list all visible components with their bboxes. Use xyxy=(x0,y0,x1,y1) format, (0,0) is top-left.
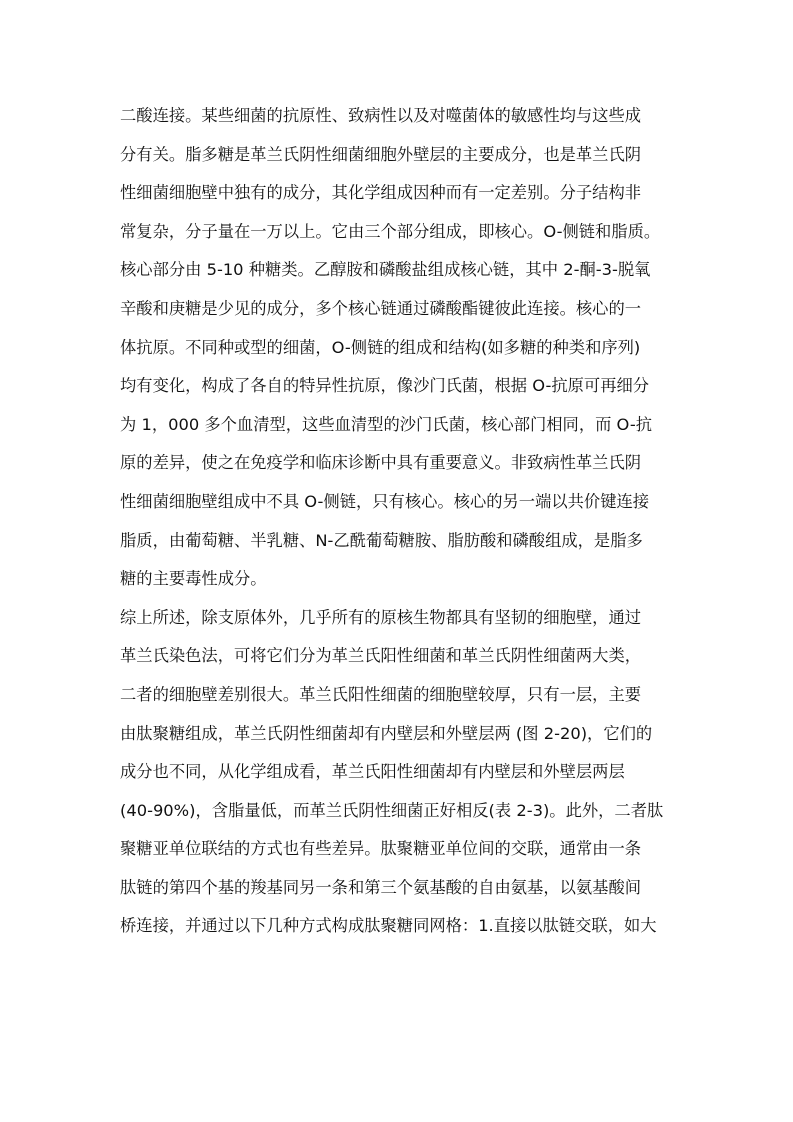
text-line: (40-90%)，含脂量低，而革兰氏阴性细菌正好相反(表 2-3)。此外，二者肽 xyxy=(120,800,664,820)
text-line: 桥连接，并通过以下几种方式构成肽聚糖同网格：1.直接以肽链交联，如大 xyxy=(120,916,657,936)
text-line: 二酸连接。某些细菌的抗原性、致病性以及对噬菌体的敏感性均与这些成 xyxy=(120,106,642,125)
text-line: 均有变化，构成了各自的特异性抗原，像沙门氏菌，根据 O-抗原可再细分 xyxy=(120,376,650,396)
text-line: 原的差异，使之在免疫学和临床诊断中具有重要意义。非致病性革兰氏阴 xyxy=(120,453,642,473)
text-line: 成分也不同，从化学组成看，革兰氏阳性细菌却有内壁层和外壁层两层 xyxy=(120,762,625,782)
text-line: 脂质，由葡萄糖、半乳糖、N-乙酰葡萄糖胺、脂肪酸和磷酸组成，是脂多 xyxy=(120,530,643,550)
text-line: 糖的主要毒性成分。 xyxy=(120,569,267,589)
body-text xyxy=(120,97,680,946)
text-line: 分有关。脂多糖是革兰氏阴性细菌细胞外壁层的主要成分，也是革兰氏阴 xyxy=(120,144,642,164)
text-line: 二者的细胞壁差别很大。革兰氏阳性细菌的细胞壁较厚，只有一层，主要 xyxy=(120,684,642,704)
text-line: 核心部分由 5-10 种糖类。乙醇胺和磷酸盐组成核心链，其中 2-酮-3-脱氧 xyxy=(120,260,651,280)
text-line: 由肽聚糖组成，革兰氏阴性细菌却有内壁层和外壁层两 (图 2-20)，它们的 xyxy=(120,723,653,743)
text-line: 性细菌细胞壁中独有的成分，其化学组成因种而有一定差别。分子结构非 xyxy=(120,183,642,203)
text-line: 综上所述，除支原体外，几乎所有的原核生物都具有坚韧的细胞壁，通过 xyxy=(120,607,642,627)
text-line: 革兰氏染色法，可将它们分为革兰氏阳性细菌和革兰氏阴性细菌两大类， xyxy=(120,646,642,666)
text-line: 体抗原。不同种或型的细菌，O-侧链的组成和结构(如多糖的种类和序列) xyxy=(120,337,641,357)
text-line: 常复杂，分子量在一万以上。它由三个部分组成，即核心。O-侧链和脂质。 xyxy=(120,221,661,241)
text-line: 为 1，000 多个血清型，这些血清型的沙门氏菌，核心部门相同，而 O-抗 xyxy=(120,414,652,434)
text-line: 辛酸和庚糖是少见的成分，多个核心链通过磷酸酯键彼此连接。核心的一 xyxy=(120,298,642,318)
text-line: 性细菌细胞壁组成中不具 O-侧链，只有核心。核心的另一端以共价键连接 xyxy=(120,491,650,511)
text-line: 聚糖亚单位联结的方式也有些差异。肽聚糖亚单位间的交联，通常由一条 xyxy=(120,839,642,859)
text-line: 肽链的第四个基的羧基同另一条和第三个氨基酸的自由氨基，以氨基酸间 xyxy=(120,877,642,897)
